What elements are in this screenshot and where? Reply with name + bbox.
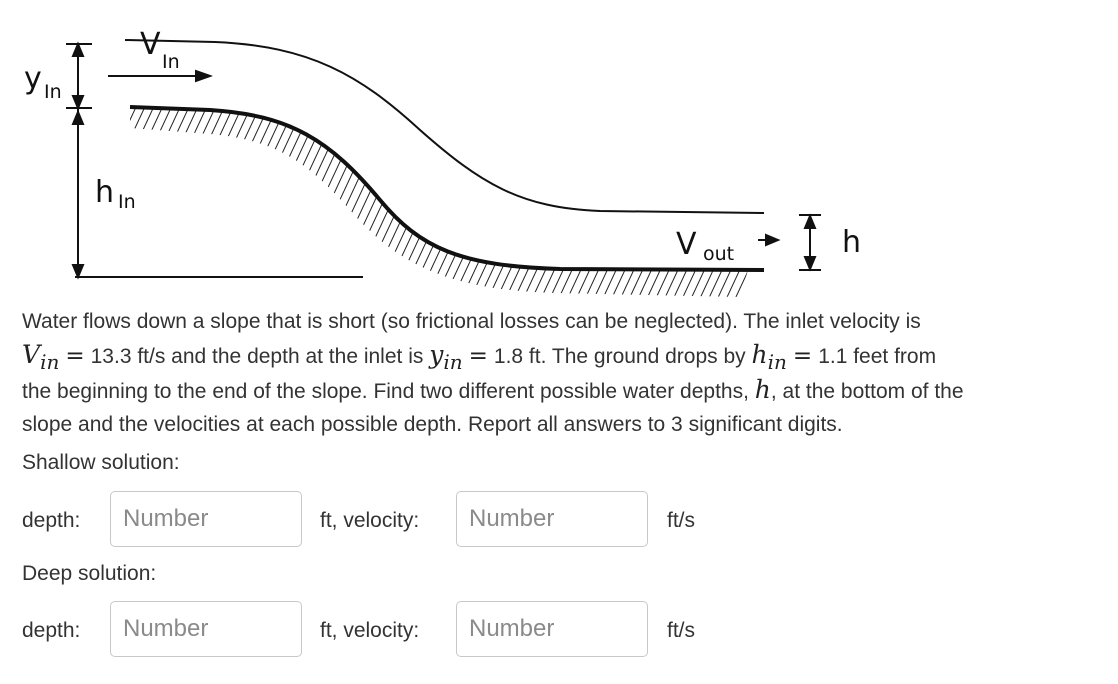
v-out-arrow xyxy=(758,235,778,245)
shallow-velocity-input[interactable] xyxy=(456,491,648,547)
shallow-depth-label: depth: xyxy=(22,509,81,532)
h-in-dimension xyxy=(73,108,83,277)
problem-text-2: the beginning to the end of the slope. Find two different possible water depths, xyxy=(22,380,749,403)
problem-text-1: Water flows down a slope that is short (so frictional losses can be neglected). The inlet velocity is xyxy=(22,310,921,333)
shallow-velocity-unit: ft/s xyxy=(667,509,696,532)
h-in-value: 1.1 feet from xyxy=(818,345,937,368)
equals-sign: = xyxy=(468,343,488,369)
slope-flow-diagram xyxy=(0,0,1118,300)
y-in-symbol: $y_{in}$ xyxy=(429,340,463,374)
equals-sign: = xyxy=(792,343,813,369)
h-out-label: h xyxy=(842,225,862,260)
y-in-sub-label: In xyxy=(44,81,62,103)
v-in-value: 13.3 ft/s and the depth at the inlet is xyxy=(90,345,424,368)
h-in-label: h xyxy=(95,175,115,210)
deep-solution-title: Deep solution: xyxy=(22,562,157,585)
v-in-label: V xyxy=(140,27,161,62)
deep-solution-row xyxy=(22,601,782,661)
equals-sign: = xyxy=(65,343,85,369)
shallow-solution-row xyxy=(22,491,782,551)
h-symbol: h xyxy=(754,375,771,404)
deep-velocity-label: ft, velocity: xyxy=(320,619,420,642)
deep-velocity-unit: ft/s xyxy=(667,619,696,642)
h-in-symbol: $h_{in}$ xyxy=(751,340,787,374)
h-out-dimension xyxy=(799,215,821,270)
y-in-value: 1.8 ft. The ground drops by xyxy=(493,345,746,368)
y-in-dimension xyxy=(66,44,92,108)
problem-line-1 xyxy=(22,305,1102,338)
problem-line-3 xyxy=(22,373,1102,408)
v-out-sub-label: out xyxy=(703,243,735,265)
shallow-solution-title: Shallow solution: xyxy=(22,451,180,474)
problem-statement xyxy=(22,305,1102,441)
y-in-label: y xyxy=(24,61,42,96)
problem-line-2 xyxy=(22,338,1102,373)
shallow-velocity-label: ft, velocity: xyxy=(320,509,420,532)
v-in-symbol: $V_{in}$ xyxy=(22,340,60,374)
v-in-arrow xyxy=(108,71,210,81)
v-out-label: V xyxy=(676,227,697,262)
problem-text-4: slope and the velocities at each possible depth. Report all answers to 3 significant digits. xyxy=(22,413,843,436)
h-in-sub-label: In xyxy=(118,191,136,213)
deep-depth-input[interactable] xyxy=(110,601,302,657)
deep-velocity-input[interactable] xyxy=(456,601,648,657)
deep-depth-label: depth: xyxy=(22,619,81,642)
problem-text-3: , at the bottom of the xyxy=(770,380,964,403)
problem-line-4 xyxy=(22,408,1102,441)
shallow-depth-input[interactable] xyxy=(110,491,302,547)
v-in-sub-label: In xyxy=(162,51,180,73)
